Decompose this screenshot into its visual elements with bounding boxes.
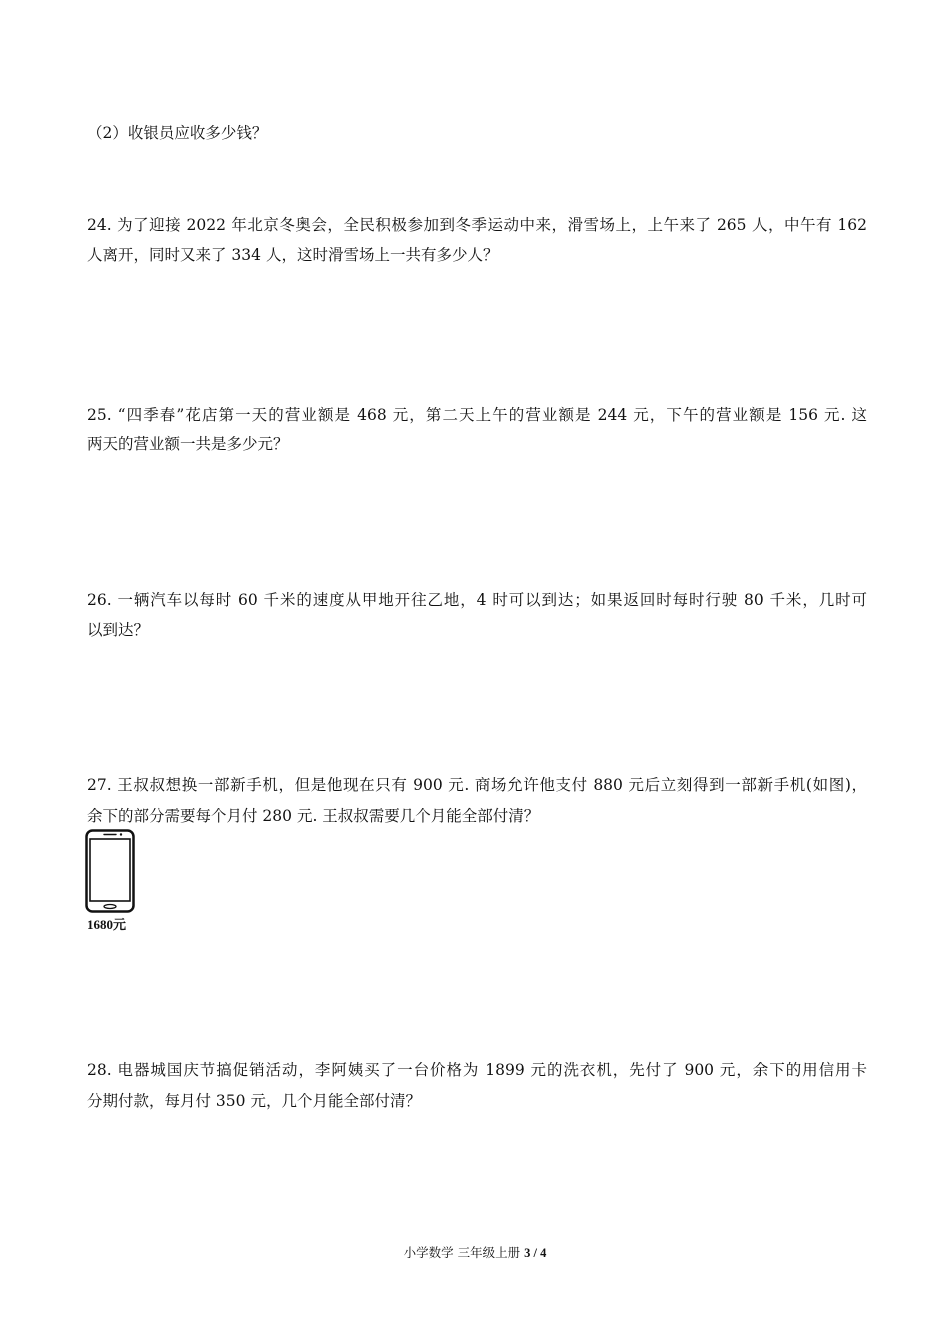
footer-page-number: 3 / 4 (524, 1246, 547, 1260)
question-24-line-1: 24. 为了迎接 2022 年北京冬奥会，全民积极参加到冬季运动中来，滑雪场上，上午来了 265 人，中午有 162 (87, 216, 867, 234)
question-27-line-1: 27. 王叔叔想换一部新手机，但是他现在只有 900 元. 商场允许他支付 880 元后立刻得到一部新手机(如图)， (87, 776, 867, 794)
question-26-line-2: 以到达？ (87, 621, 150, 639)
question-26-line-1: 26. 一辆汽车以每时 60 千米的速度从甲地开往乙地，4 时可以到达；如果返回时每时行驶 80 千米，几时可 (87, 591, 867, 609)
question-25-line-1: 25. “四季春”花店第一天的营业额是 468 元，第二天上午的营业额是 244 元，下午的营业额是 156 元. 这 (87, 406, 867, 424)
question-27-line-2: 余下的部分需要每个月付 280 元. 王叔叔需要几个月能全部付清？ (87, 807, 540, 825)
question-28-line-2: 分期付款，每月付 350 元，几个月能全部付清？ (87, 1092, 421, 1110)
question-25-line-2: 两天的营业额一共是多少元？ (87, 435, 289, 453)
footer-subject: 小学数学 三年级上册 (403, 1245, 525, 1260)
phone-price-label: 1680元 (87, 917, 127, 932)
question-23-part-2: （2）收银员应收多少钱？ (87, 124, 268, 142)
question-28-line-1: 28. 电器城国庆节搞促销活动，李阿姨买了一台价格为 1899 元的洗衣机，先付了 900 元，余下的用信用卡 (87, 1061, 867, 1079)
question-24-line-2: 人离开，同时又来了 334 人，这时滑雪场上一共有多少人？ (87, 246, 499, 264)
smartphone-icon (85, 829, 135, 913)
page-footer (0, 1245, 950, 1261)
